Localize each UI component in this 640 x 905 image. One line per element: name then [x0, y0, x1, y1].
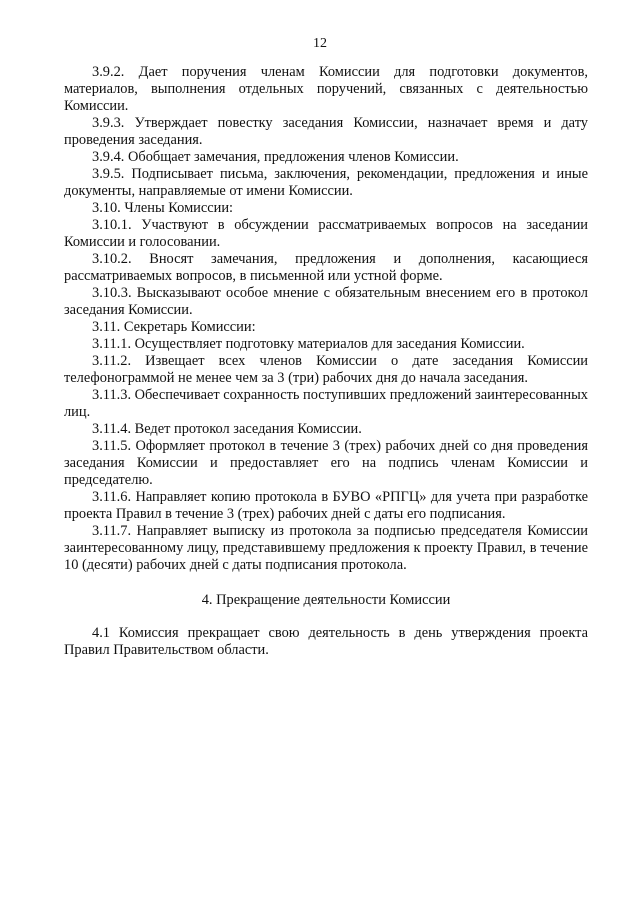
paragraph-3-9-3: 3.9.3. Утверждает повестку заседания Комиссии, назначает время и дату проведения заседания. [64, 115, 588, 148]
paragraph-3-10-1: 3.10.1. Участвуют в обсуждении рассматриваемых вопросов на заседании Комиссии и голосовании. [64, 217, 588, 250]
paragraph-3-11-5: 3.11.5. Оформляет протокол в течение 3 (трех) рабочих дней со дня проведения заседания Комиссии и предоставляет его на подпись членам Комиссии и председателю. [64, 438, 588, 488]
paragraph-4-1: 4.1 Комиссия прекращает свою деятельность в день утверждения проекта Правил Правительством области. [64, 625, 588, 658]
paragraph-3-11-4: 3.11.4. Ведет протокол заседания Комиссии. [92, 421, 362, 437]
paragraph-3-11-7: 3.11.7. Направляет выписку из протокола за подписью председателя Комиссии заинтересованному лицу, представившему предложения к проекту Правил, в течение 10 (десяти) рабочих дней с даты подписания протокола. [64, 523, 588, 573]
paragraph-3-11-6: 3.11.6. Направляет копию протокола в БУВО «РПГЦ» для учета при разработке проекта Правил в течение 3 (трех) рабочих дней с даты его подписания. [64, 489, 588, 522]
paragraph-3-10-3: 3.10.3. Высказывают особое мнение с обязательным внесением его в протокол заседания Комиссии. [64, 285, 588, 318]
paragraph-3-11: 3.11. Секретарь Комиссии: [92, 319, 256, 335]
section-heading: 4. Прекращение деятельности Комиссии [201, 592, 451, 608]
paragraph-3-10-2: 3.10.2. Вносят замечания, предложения и дополнения, касающиеся рассматриваемых вопросов, в письменной или устной форме. [64, 251, 588, 284]
page-number: 12 [313, 36, 327, 51]
paragraph-3-9-5: 3.9.5. Подписывает письма, заключения, рекомендации, предложения и иные документы, направляемые от имени Комиссии. [64, 166, 588, 199]
document-body [64, 64, 588, 659]
paragraph-3-11-3: 3.11.3. Обеспечивает сохранность поступивших предложений заинтересованных лиц. [64, 387, 588, 420]
paragraph-3-11-2: 3.11.2. Извещает всех членов Комиссии о дате заседания Комиссии телефонограммой не менее чем за 3 (три) рабочих дня до начала заседания. [64, 353, 588, 386]
paragraph-3-9-2: 3.9.2. Дает поручения членам Комиссии для подготовки документов, материалов, выполнения отдельных поручений, связанных с деятельностью Комиссии. [64, 64, 588, 114]
paragraph-3-10: 3.10. Члены Комиссии: [92, 200, 234, 216]
paragraph-3-11-1: 3.11.1. Осуществляет подготовку материалов для заседания Комиссии. [92, 336, 525, 352]
paragraph-3-9-4: 3.9.4. Обобщает замечания, предложения членов Комиссии. [92, 149, 459, 165]
